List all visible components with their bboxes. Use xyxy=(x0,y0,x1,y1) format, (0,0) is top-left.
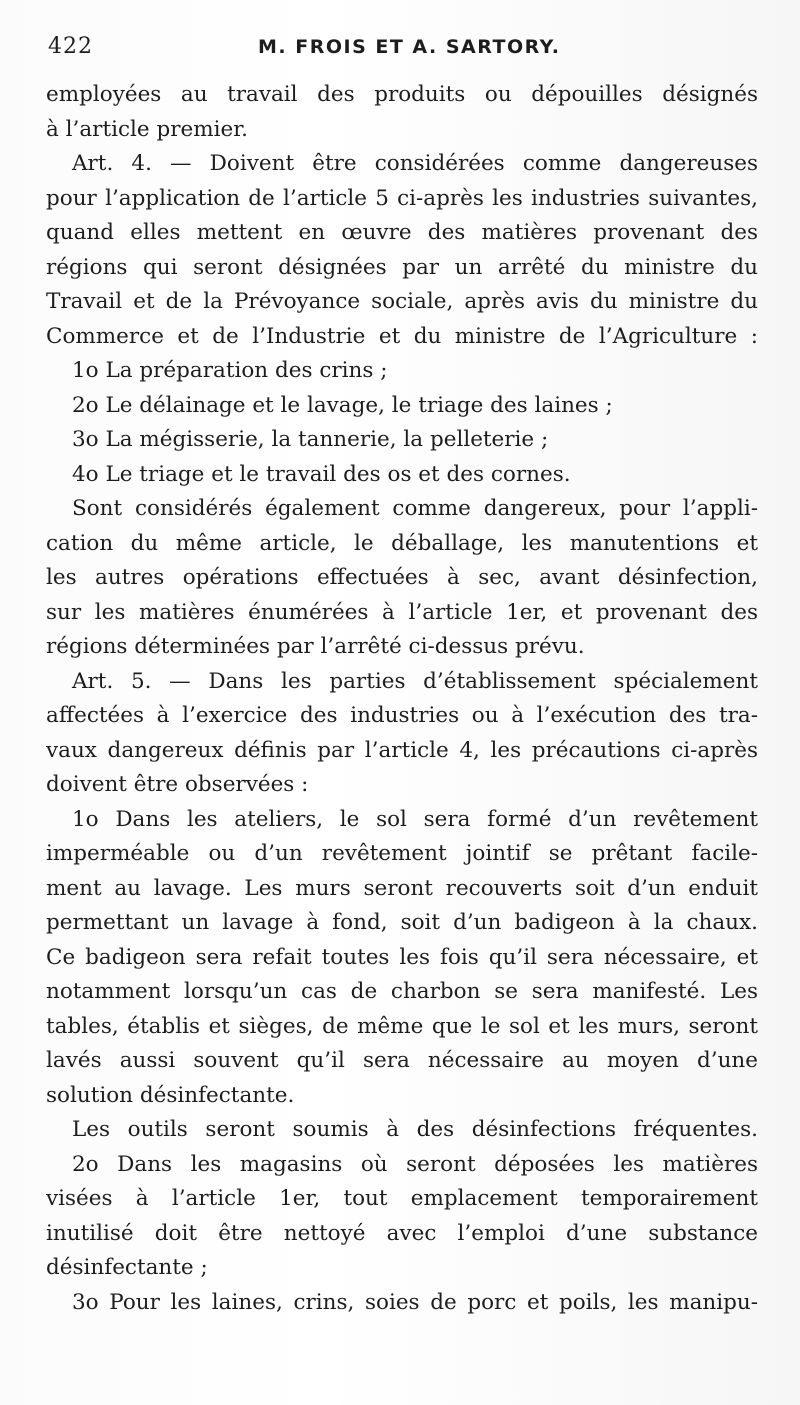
text-line: notamment lorsqu’un cas de charbon se sera manifesté. Les xyxy=(46,979,758,1004)
text-line: 3o La mégisserie, la tannerie, la pelleterie ; xyxy=(72,427,549,452)
text-line: lavés aussi souvent qu’il sera nécessaire au moyen d’une xyxy=(46,1048,758,1073)
text-line: Travail et de la Prévoyance sociale, après avis du ministre du xyxy=(46,289,758,314)
text-line: doivent être observées : xyxy=(46,772,309,797)
text-line: 2o Dans les magasins où seront déposées les matières xyxy=(72,1151,758,1177)
page-header xyxy=(48,34,760,68)
text-line: Les outils seront soumis à des désinfections fréquentes. xyxy=(72,1117,758,1142)
text-line: 1o La préparation des crins ; xyxy=(72,358,388,383)
running-title: M. FROIS ET A. SARTORY. xyxy=(258,36,561,58)
text-line: régions déterminées par l’arrêté ci-dessus prévu. xyxy=(46,634,585,659)
text-line: Ce badigeon sera refait toutes les fois qu’il sera nécessaire, et xyxy=(46,944,758,970)
text-line: les autres opérations effectuées à sec, avant désinfection, xyxy=(46,565,758,590)
text-line: 1o Dans les ateliers, le sol sera formé d’un revêtement xyxy=(72,806,758,832)
text-line: Sont considérés également comme dangereux, pour l’appli- xyxy=(72,496,758,521)
text-line: Art. 4. — Doivent être considérées comme dangereuses xyxy=(72,151,758,176)
text-line: Art. 5. — Dans les parties d’établissement spécialement xyxy=(72,668,758,694)
text-line: régions qui seront désignées par un arrêté du ministre du xyxy=(46,254,758,280)
text-line: visées à l’article 1er, tout emplacement temporairement xyxy=(46,1186,758,1211)
text-line: affectées à l’exercice des industries ou à l’exécution des tra- xyxy=(46,703,758,728)
text-line: quand elles mettent en œuvre des matières provenant des xyxy=(46,220,758,245)
text-line: solution désinfectante. xyxy=(46,1082,295,1108)
text-line: tables, établis et sièges, de même que le sol et les murs, seront xyxy=(46,1013,758,1039)
text-line: Commerce et de l’Industrie et du ministre de l’Agriculture : xyxy=(46,323,758,349)
text-line: cation du même article, le déballage, les manutentions et xyxy=(46,530,758,556)
text-line: désinfectante ; xyxy=(46,1255,208,1280)
page-number: 422 xyxy=(48,34,93,59)
text-line: permettant un lavage à fond, soit d’un badigeon à la chaux. xyxy=(46,910,758,935)
text-line: sur les matières énumérées à l’article 1er, et provenant des xyxy=(46,599,758,625)
text-line: 2o Le délainage et le lavage, le triage des laines ; xyxy=(72,392,613,418)
body-text xyxy=(46,78,758,1320)
text-line: à l’article premier. xyxy=(46,116,248,142)
text-line: vaux dangereux définis par l’article 4, les précautions ci-après xyxy=(46,737,758,763)
text-line: employées au travail des produits ou dépouilles désignés xyxy=(46,82,758,107)
text-line: pour l’application de l’article 5 ci-après les industries suivantes, xyxy=(46,185,758,211)
text-line: imperméable ou d’un revêtement jointif se prêtant facile- xyxy=(46,841,758,866)
text-line: ment au lavage. Les murs seront recouverts soit d’un enduit xyxy=(46,875,758,901)
text-line: 4o Le triage et le travail des os et des cornes. xyxy=(72,461,571,487)
text-line: 3o Pour les laines, crins, soies de porc et poils, les manipu- xyxy=(72,1289,758,1315)
text-line: inutilisé doit être nettoyé avec l’emploi d’une substance xyxy=(46,1220,758,1246)
